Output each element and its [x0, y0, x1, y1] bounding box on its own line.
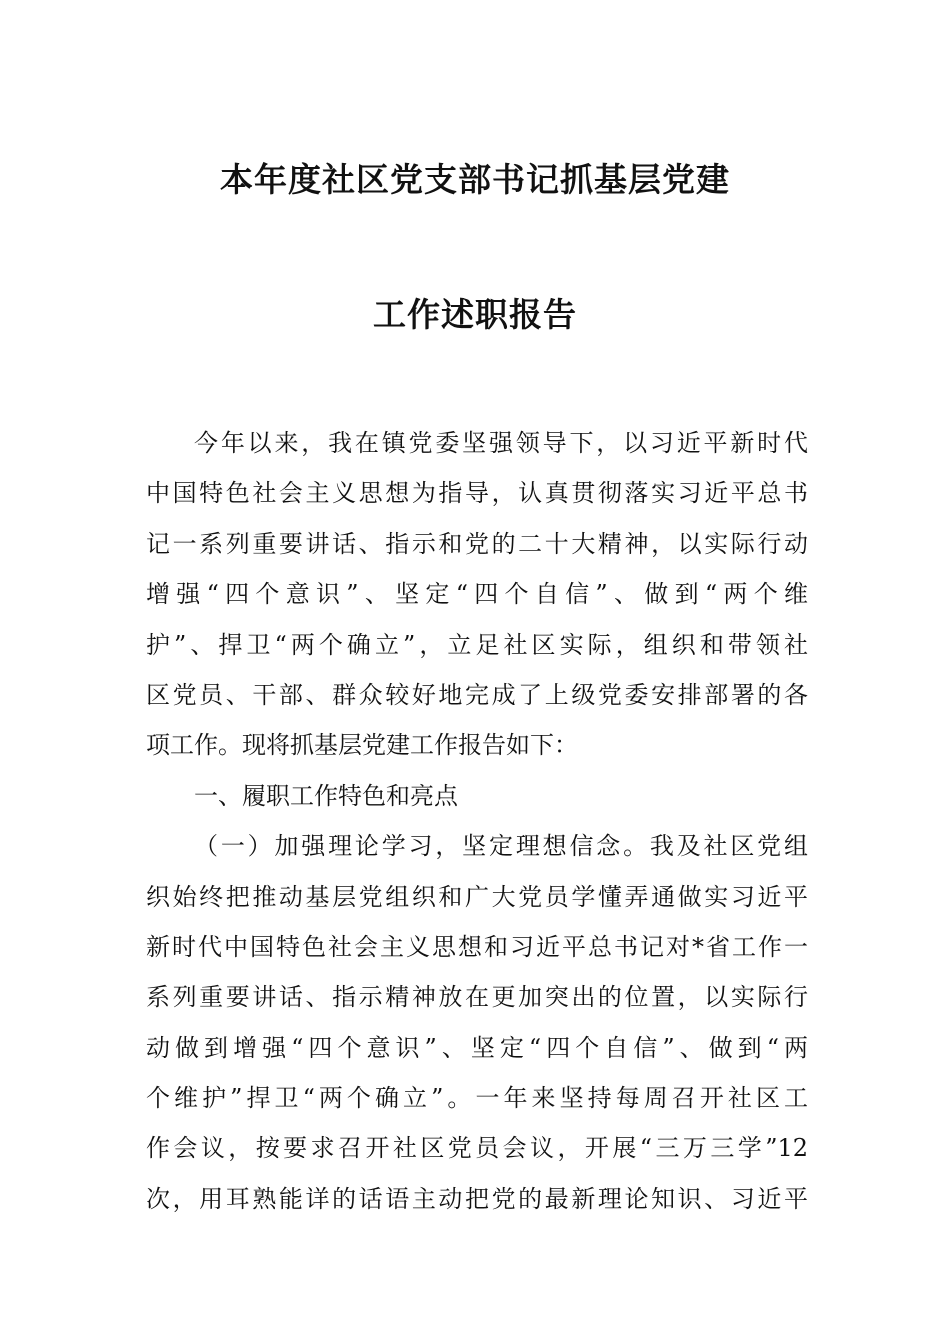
paragraph-line: 个维护”捍卫“两个确立”。一年来坚持每周召开社区工 [146, 1084, 808, 1113]
document-title-line-2: 工作述职报告 [373, 295, 577, 334]
paragraph-line: 项工作。现将抓基层党建工作报告如下： [146, 731, 578, 760]
paragraph-line: 织始终把推动基层党组织和广大党员学懂弄通做实习近平 [146, 882, 808, 911]
paragraph-line: 动做到增强“四个意识”、坚定“四个自信”、做到“两 [146, 1033, 808, 1062]
paragraph-line: （一）加强理论学习，坚定理想信念。我及社区党组 [194, 832, 808, 861]
document-body [146, 423, 808, 1229]
paragraph-line: 今年以来，我在镇党委坚强领导下，以习近平新时代 [194, 429, 808, 457]
paragraph-line: 系列重要讲话、指示精神放在更加突出的位置，以实际行 [146, 983, 808, 1012]
paragraph-line: 区党员、干部、群众较好地完成了上级党委安排部署的各 [146, 680, 808, 709]
paragraph-line: 新时代中国特色社会主义思想和习近平总书记对*省工作一 [146, 932, 808, 961]
paragraph-line: 记一系列重要讲话、指示和党的二十大精神，以实际行动 [146, 529, 808, 558]
paragraph-line: 护”、捍卫“两个确立”，立足社区实际，组织和带领社 [146, 630, 808, 659]
paragraph-line: 中国特色社会主义思想为指导，认真贯彻落实习近平总书 [146, 479, 808, 508]
section-heading: 一、履职工作特色和亮点 [194, 781, 458, 810]
document-title-line-1: 本年度社区党支部书记抓基层党建 [220, 160, 730, 199]
paragraph-line: 次，用耳熟能详的话语主动把党的最新理论知识、习近平 [146, 1184, 808, 1213]
paragraph-line: 作会议，按要求召开社区党员会议，开展“三万三学”12 [146, 1134, 808, 1163]
paragraph-line: 增强“四个意识”、坚定“四个自信”、做到“两个维 [146, 580, 808, 609]
